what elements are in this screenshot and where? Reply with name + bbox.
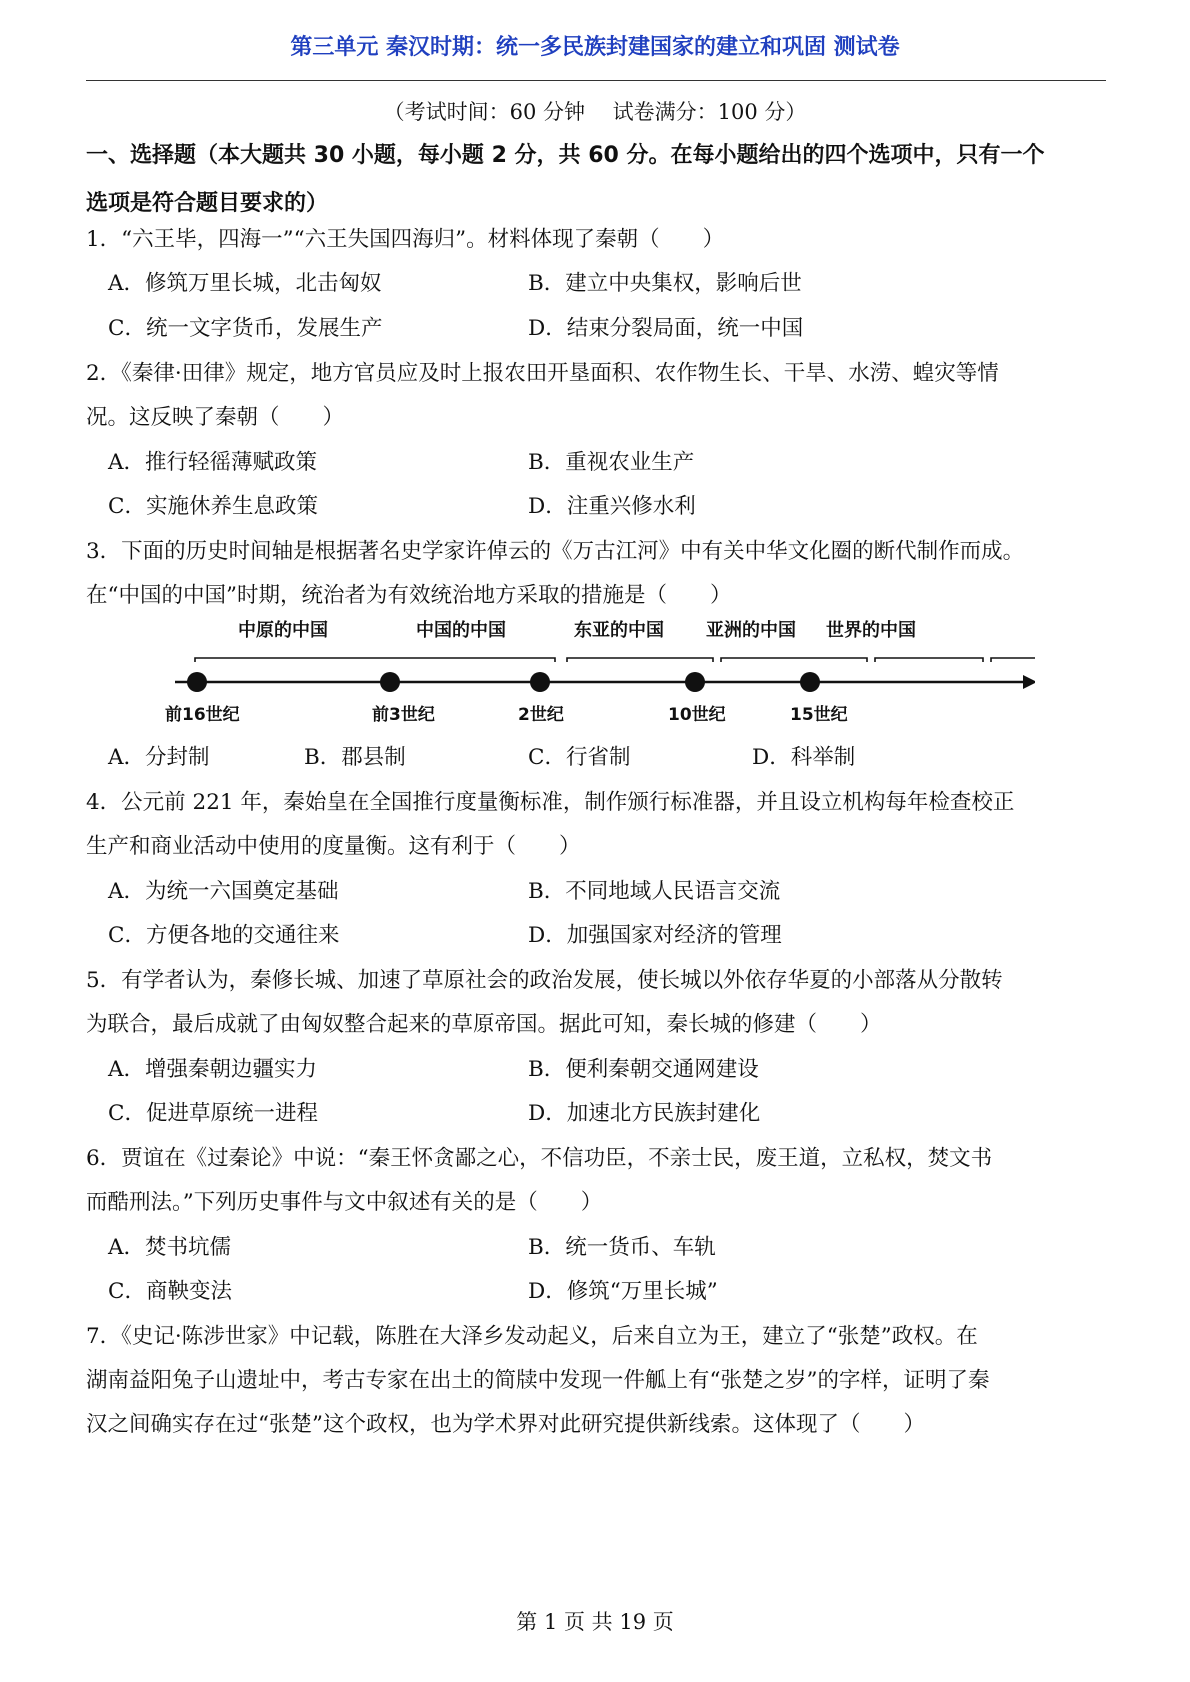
question-7-stem-2: 湖南益阳兔子山遗址中，考古专家在出土的简牍中发现一件觚上有“张楚之岁”的字样，证明了秦: [86, 1368, 990, 1393]
question-5-stem-2: 为联合，最后成就了由匈奴整合起来的草原帝国。据此可知，秦长城的修建（ ）: [86, 1012, 882, 1037]
q4-option-c: C．方便各地的交通往来: [108, 923, 340, 948]
timeline-dot-1: [187, 672, 207, 692]
timeline-point-4: 10世纪: [668, 705, 726, 725]
timeline-period-3: 东亚的中国: [574, 620, 664, 641]
timeline-arrow: [1023, 675, 1035, 689]
timeline-bracket-2: [567, 658, 713, 662]
timeline-bracket-4: [875, 658, 983, 662]
page-title: 第三单元 秦汉时期：统一多民族封建国家的建立和巩固 测试卷: [290, 35, 900, 60]
question-6-stem-1: 6．贾谊在《过秦论》中说：“秦王怀贪鄙之心，不信功臣，不亲士民，废王道，立私权，焚文书: [86, 1146, 993, 1171]
q5-option-c: C．促进草原统一进程: [108, 1101, 318, 1126]
q2-option-d: D．注重兴修水利: [528, 494, 696, 519]
q6-option-a: A．焚书坑儒: [108, 1235, 232, 1260]
section-heading-line-1: 一、选择题（本大题共 30 小题，每小题 2 分，共 60 分。在每小题给出的四个选项中，只有一个: [86, 143, 1045, 168]
question-4-stem-1: 4．公元前 221 年，秦始皇在全国推行度量衡标准，制作颁行标准器，并且设立机构每年检查校正: [86, 790, 1015, 815]
question-4-stem-2: 生产和商业活动中使用的度量衡。这有利于（ ）: [86, 834, 581, 859]
timeline-dot-3: [530, 672, 550, 692]
timeline-point-3: 2世纪: [518, 705, 564, 725]
q1-option-a: A．修筑万里长城，北击匈奴: [108, 271, 382, 296]
question-2-stem-1: 2．《秦律·田律》规定，地方官员应及时上报农田开垦面积、农作物生长、干旱、水涝、蝗灾等情: [86, 361, 999, 386]
exam-info: （考试时间：60 分钟 试卷满分：100 分）: [383, 100, 807, 124]
question-1-stem: 1．“六王毕，四海一”“六王失国四海归”。材料体现了秦朝（ ）: [86, 227, 725, 252]
q6-option-b: B．统一货币、车轨: [528, 1235, 716, 1260]
q2-option-a: A．推行轻徭薄赋政策: [108, 450, 318, 475]
q2-option-c: C．实施休养生息政策: [108, 494, 318, 519]
timeline-period-1: 中原的中国: [238, 620, 328, 641]
header-divider: [86, 80, 1106, 81]
section-heading-line-2: 选项是符合题目要求的）: [86, 191, 329, 216]
q3-option-b: B．郡县制: [304, 745, 406, 770]
question-2-stem-2: 况。这反映了秦朝（ ）: [86, 405, 345, 430]
q4-option-d: D．加强国家对经济的管理: [528, 923, 782, 948]
timeline-point-1: 前16世纪: [165, 705, 240, 725]
timeline-period-2: 中国的中国: [416, 620, 506, 641]
timeline-point-5: 15世纪: [790, 705, 848, 725]
q5-option-b: B．便利秦朝交通网建设: [528, 1057, 759, 1082]
timeline-period-5: 世界的中国: [826, 620, 916, 641]
q3-option-c: C．行省制: [528, 745, 631, 770]
question-3-stem-1: 3．下面的历史时间轴是根据著名史学家许倬云的《万古江河》中有关中华文化圈的断代制作而成。: [86, 539, 1025, 564]
timeline-bracket-5: [991, 658, 1035, 662]
q1-option-d: D．结束分裂局面，统一中国: [528, 316, 804, 341]
timeline-dot-5: [800, 672, 820, 692]
q3-option-a: A．分封制: [108, 745, 210, 770]
section-heading: [86, 132, 1106, 228]
q4-option-a: A．为统一六国奠定基础: [108, 879, 339, 904]
q6-option-c: C．商鞅变法: [108, 1279, 232, 1304]
q3-option-d: D．科举制: [752, 745, 856, 770]
q2-option-b: B．重视农业生产: [528, 450, 695, 475]
question-6-stem-2: 而酷刑法。”下列历史事件与文中叙述有关的是（ ）: [86, 1190, 603, 1215]
question-7-stem-3: 汉之间确实存在过“张楚”这个政权，也为学术界对此研究提供新线索。这体现了（ ）: [86, 1412, 925, 1437]
q6-option-d: D．修筑“万里长城”: [528, 1279, 718, 1304]
timeline-dot-4: [685, 672, 705, 692]
timeline-bracket-1: [195, 658, 555, 662]
page-footer: 第 1 页 共 19 页: [516, 1610, 674, 1634]
q5-option-a: A．增强秦朝边疆实力: [108, 1057, 318, 1082]
q1-option-b: B．建立中央集权，影响后世: [528, 271, 802, 296]
timeline-dot-2: [380, 672, 400, 692]
timeline-period-4: 亚洲的中国: [706, 620, 796, 641]
question-7-stem-1: 7．《史记·陈涉世家》中记载，陈胜在大泽乡发动起义，后来自立为王，建立了“张楚”政权。在: [86, 1324, 978, 1349]
q5-option-d: D．加速北方民族封建化: [528, 1101, 761, 1126]
question-5-stem-1: 5．有学者认为，秦修长城、加速了草原社会的政治发展，使长城以外依存华夏的小部落从分散转: [86, 968, 1003, 993]
timeline-bracket-3: [721, 658, 867, 662]
timeline-point-2: 前3世纪: [372, 705, 435, 725]
q4-option-b: B．不同地域人民语言交流: [528, 879, 781, 904]
q1-option-c: C．统一文字货币，发展生产: [108, 316, 383, 341]
question-3-stem-2: 在“中国的中国”时期，统治者为有效统治地方采取的措施是（ ）: [86, 583, 732, 608]
